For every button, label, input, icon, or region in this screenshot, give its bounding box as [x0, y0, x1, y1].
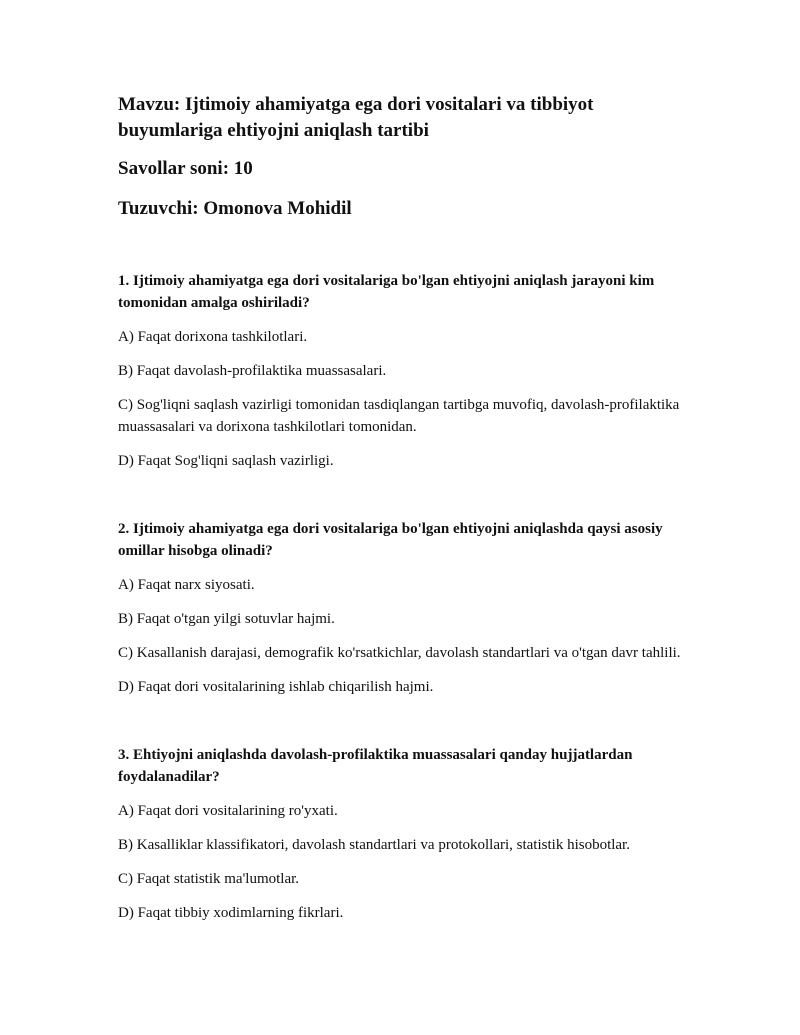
answer-option: A) Faqat dori vositalarining ro'yxati. — [118, 803, 338, 819]
question-block — [118, 270, 688, 472]
answer-option: B) Faqat o'tgan yilgi sotuvlar hajmi. — [118, 611, 335, 627]
question-title: 2. Ijtimoiy ahamiyatga ega dori vositalariga bo'lgan ehtiyojni aniqlashda qaysi asosiy omillar hisobga olinadi? — [118, 521, 663, 559]
answer-option: B) Faqat davolash-profilaktika muassasalari. — [118, 363, 387, 379]
answer-option: A) Faqat dorixona tashkilotlari. — [118, 329, 308, 345]
question-block — [118, 744, 688, 924]
answer-option: C) Kasallanish darajasi, demografik ko'rsatkichlar, davolash standartlari va o'tgan davr tahlili. — [118, 645, 681, 661]
question-count: Savollar soni: 10 — [118, 158, 253, 179]
answer-option: D) Faqat tibbiy xodimlarning fikrlari. — [118, 905, 344, 921]
question-block — [118, 518, 688, 698]
answer-option: C) Sog'liqni saqlash vazirligi tomonidan tasdiqlangan tartibga muvofiq, davolash-profilaktika muassasalari va dorixona tashkilotlari tomonidan. — [118, 397, 680, 435]
question-title: 1. Ijtimoiy ahamiyatga ega dori vositalariga bo'lgan ehtiyojni aniqlash jarayoni kim tomonidan amalga oshiriladi? — [118, 273, 655, 311]
answer-option: A) Faqat narx siyosati. — [118, 577, 255, 593]
author: Tuzuvchi: Omonova Mohidil — [118, 198, 352, 219]
answer-option: C) Faqat statistik ma'lumotlar. — [118, 871, 300, 887]
answer-option: D) Faqat dori vositalarining ishlab chiqarilish hajmi. — [118, 679, 434, 695]
answer-option: D) Faqat Sog'liqni saqlash vazirligi. — [118, 453, 334, 469]
question-title: 3. Ehtiyojni aniqlashda davolash-profilaktika muassasalari qanday hujjatlardan foydalanadilar? — [118, 747, 633, 785]
answer-option: B) Kasalliklar klassifikatori, davolash standartlari va protokollari, statistik hisobotlar. — [118, 837, 630, 853]
document-content — [118, 92, 688, 924]
document-title: Mavzu: Ijtimoiy ahamiyatga ega dori vositalari va tibbiyot buyumlariga ehtiyojni aniqlash tartibi — [118, 94, 594, 141]
